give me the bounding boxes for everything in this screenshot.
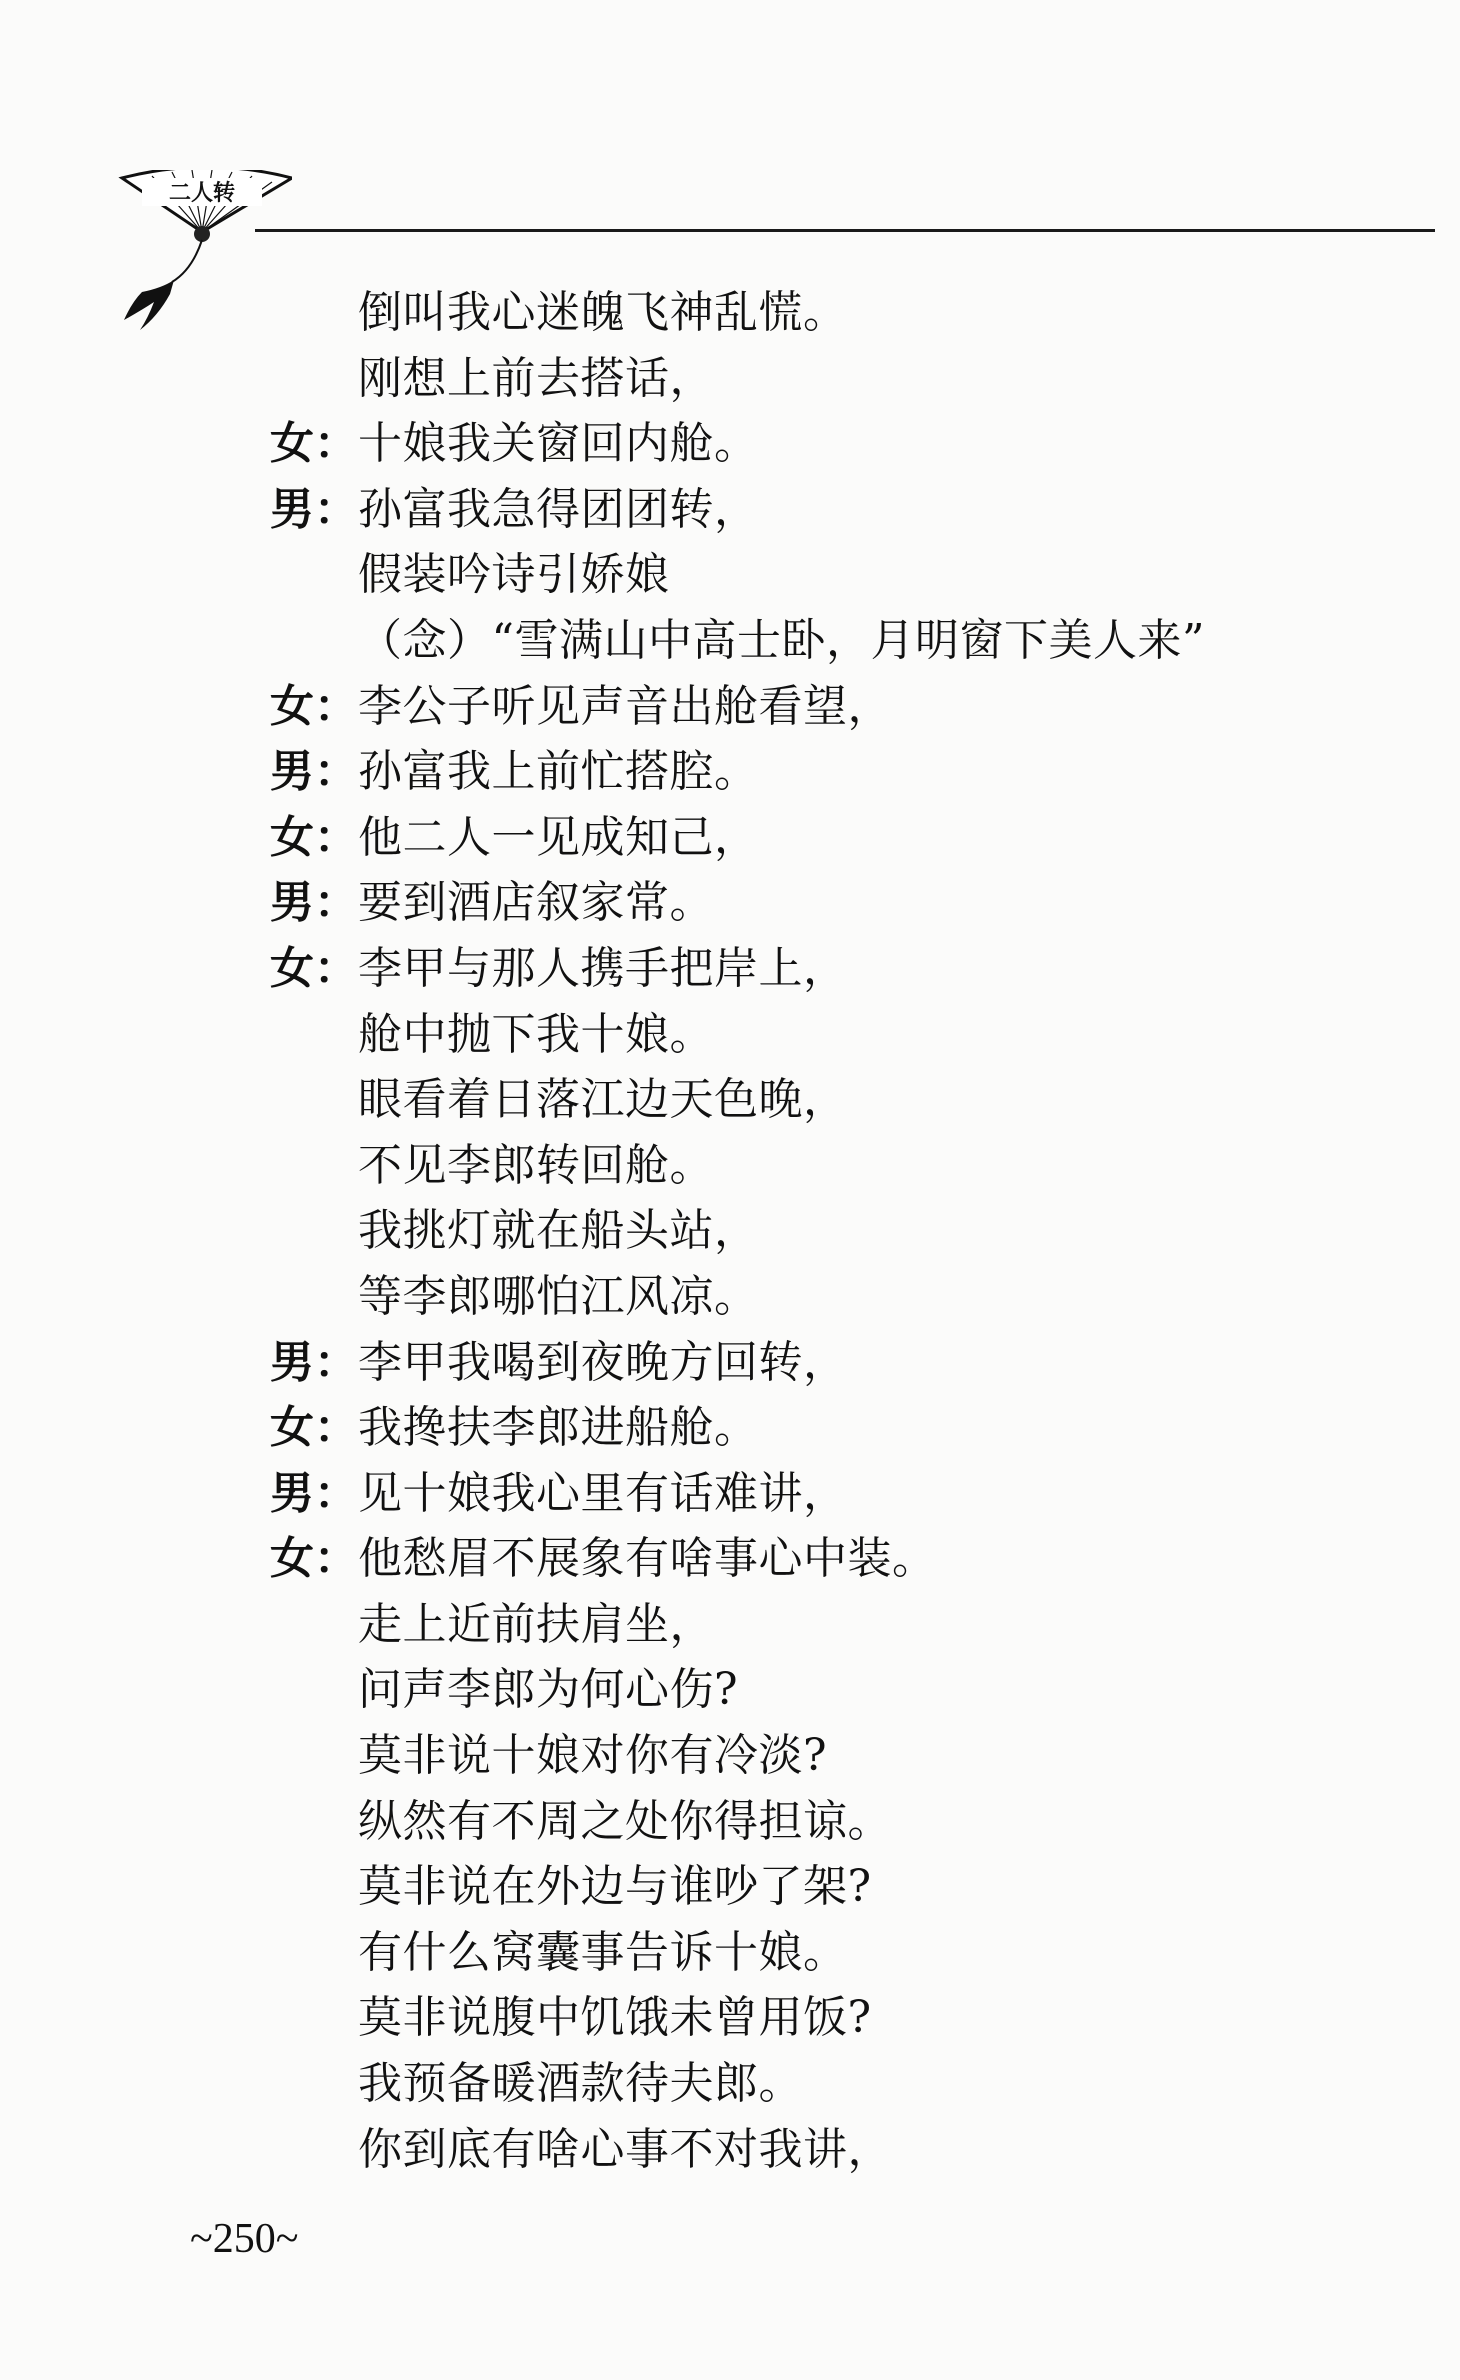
script-text [270,280,1370,2182]
text-line [270,608,1370,674]
text-line [270,1985,1370,2051]
text-line [270,280,1370,346]
line-text: 舱中抛下我十娘。 [358,1008,714,1060]
speaker-label: 女： [270,1533,358,1585]
text-line [270,1920,1370,1986]
line-text: 莫非说在外边与谁吵了架? [358,1861,872,1913]
text-line [270,1789,1370,1855]
line-text: 不见李郎转回舱。 [358,1139,714,1191]
line-text: （念）“雪满山中高士卧，月明窗下美人来” [358,614,1205,666]
text-line [270,1526,1370,1592]
text-line [270,870,1370,936]
text-line [270,739,1370,805]
line-text: 倒叫我心迷魄飞神乱慌。 [358,287,848,338]
fan-logo-icon [112,170,292,350]
line-text: 我搀扶李郎进船舱。 [358,1402,759,1454]
text-line [270,1592,1370,1658]
line-text: 走上近前扶肩坐， [358,1598,714,1650]
line-text: 等李郎哪怕江风凉。 [358,1270,759,1322]
page-number: ~250~ [190,2216,299,2262]
speaker-label: 女： [270,811,358,863]
text-line [270,477,1370,543]
header-rule [255,229,1435,232]
line-text: 莫非说十娘对你有冷淡? [358,1730,828,1782]
speaker-label: 男： [270,746,358,798]
line-text: 李公子听见声音出舱看望， [358,680,892,732]
text-line [270,1461,1370,1527]
line-text: 你到底有啥心事不对我讲， [358,2123,892,2175]
text-line [270,936,1370,1002]
text-line [270,1133,1370,1199]
text-line [270,1657,1370,1723]
speaker-label: 男： [270,1467,358,1519]
line-text: 要到酒店叙家常。 [358,877,714,929]
text-line [270,346,1370,412]
line-text: 李甲我喝到夜晚方回转， [358,1336,848,1388]
text-line [270,1198,1370,1264]
line-text: 他愁眉不展象有啥事心中装。 [358,1533,937,1585]
text-line [270,542,1370,608]
speaker-label: 女： [270,680,358,732]
text-line [270,1395,1370,1461]
text-line [270,1067,1370,1133]
line-text: 见十娘我心里有话难讲， [358,1467,848,1519]
line-text: 李甲与那人携手把岸上， [358,942,848,994]
text-line [270,1723,1370,1789]
speaker-label: 女： [270,418,358,470]
speaker-label: 男： [270,1336,358,1388]
line-text: 他二人一见成知己， [358,811,759,863]
text-line [270,1264,1370,1330]
text-line [270,2051,1370,2117]
svg-text:二人转: 二人转 [168,180,236,206]
line-text: 孙富我上前忙搭腔。 [358,746,759,798]
line-text: 假装吟诗引娇娘 [358,549,670,601]
speaker-label: 男： [270,483,358,535]
text-line [270,1854,1370,1920]
text-line [270,1002,1370,1068]
line-text: 刚想上前去搭话， [358,352,714,404]
text-line [270,2117,1370,2183]
line-text: 有什么窝囊事告诉十娘。 [358,1926,848,1978]
text-line [270,411,1370,477]
speaker-label: 女： [270,1402,358,1454]
speaker-label: 女： [270,942,358,994]
line-text: 十娘我关窗回内舱。 [358,418,759,470]
text-line [270,1330,1370,1396]
line-text: 问声李郎为何心伤? [358,1664,739,1716]
line-text: 孙富我急得团团转， [358,483,759,535]
line-text: 纵然有不周之处你得担谅。 [358,1795,892,1847]
speaker-label: 男： [270,877,358,929]
line-text: 我挑灯就在船头站， [358,1205,759,1257]
text-line [270,805,1370,871]
line-text: 我预备暖酒款待夫郎。 [358,2058,803,2110]
line-text: 莫非说腹中饥饿未曾用饭? [358,1992,872,2044]
line-text: 眼看着日落江边天色晚， [358,1074,848,1126]
text-line [270,674,1370,740]
